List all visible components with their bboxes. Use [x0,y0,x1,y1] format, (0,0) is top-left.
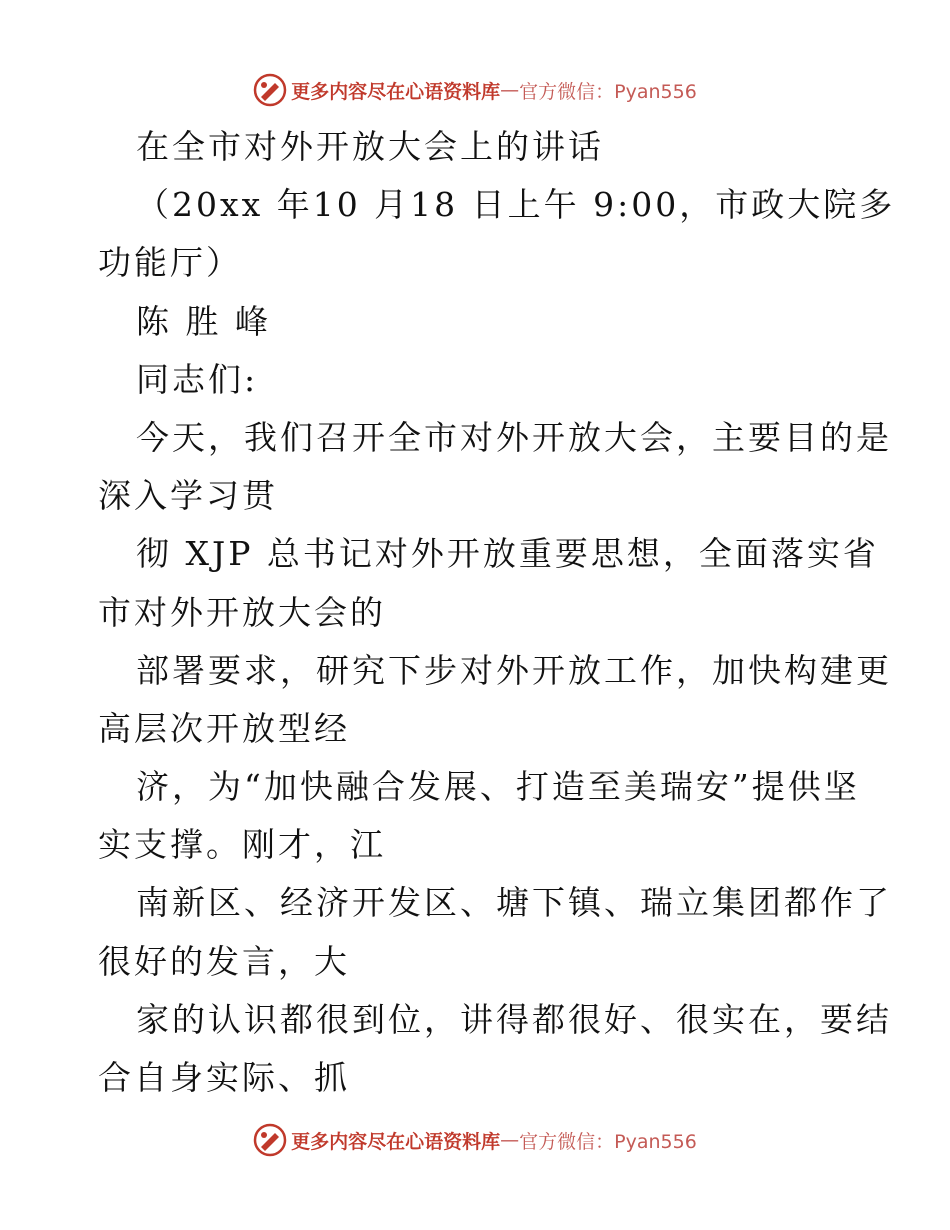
speaker-name: 陈 胜 峰 [136,301,271,341]
document-text-line: 深入学习贯 [98,476,278,516]
banner-separator: — [500,1129,520,1151]
banner-wechat-text: 官方微信：Pyan556 [519,80,697,103]
document-title: 在全市对外开放大会上的讲话 [136,127,604,166]
document-text-line: 部署要求，研究下步对外开放工作，加快构建更 [136,650,892,690]
pen-seal-logo-icon [253,73,287,107]
document-text-line: 市对外开放大会的 [98,592,386,632]
header-watermark-banner [0,70,950,110]
document-text-line: 家的认识都很到位，讲得都很好、很实在，要结 [136,999,892,1039]
document-text-line: 济，为“加快融合发展、打造至美瑞安”提供坚 [136,767,860,807]
banner-brand-text: 更多内容尽在心语资料库 [291,1130,501,1153]
banner-separator: — [500,79,520,101]
footer-watermark-banner [0,1120,950,1160]
document-text-line: 高层次开放型经 [98,708,350,748]
document-text-line: 合自身实际、抓 [98,1058,350,1097]
salutation: 同志们: [136,359,259,399]
document-text-line: 彻 XJP 总书记对外开放重要思想，全面落实省 [136,534,879,574]
document-text-line: （20xx 年10 月18 日上午 9:00，市政大院多 [136,185,896,225]
pen-seal-logo-icon [253,1123,287,1157]
document-text-line: 南新区、经济开发区、塘下镇、瑞立集团都作了 [136,883,892,923]
banner-brand-text: 更多内容尽在心语资料库 [291,80,501,103]
document-text-line: 今天，我们召开全市对外开放大会，主要目的是 [136,417,892,457]
document-text-line: 功能厅） [98,243,242,283]
banner-wechat-text: 官方微信：Pyan556 [519,1130,697,1153]
document-text-line: 很好的发言，大 [98,941,350,981]
document-body [98,118,896,1107]
document-text-line: 实支撑。刚才，江 [98,825,386,865]
